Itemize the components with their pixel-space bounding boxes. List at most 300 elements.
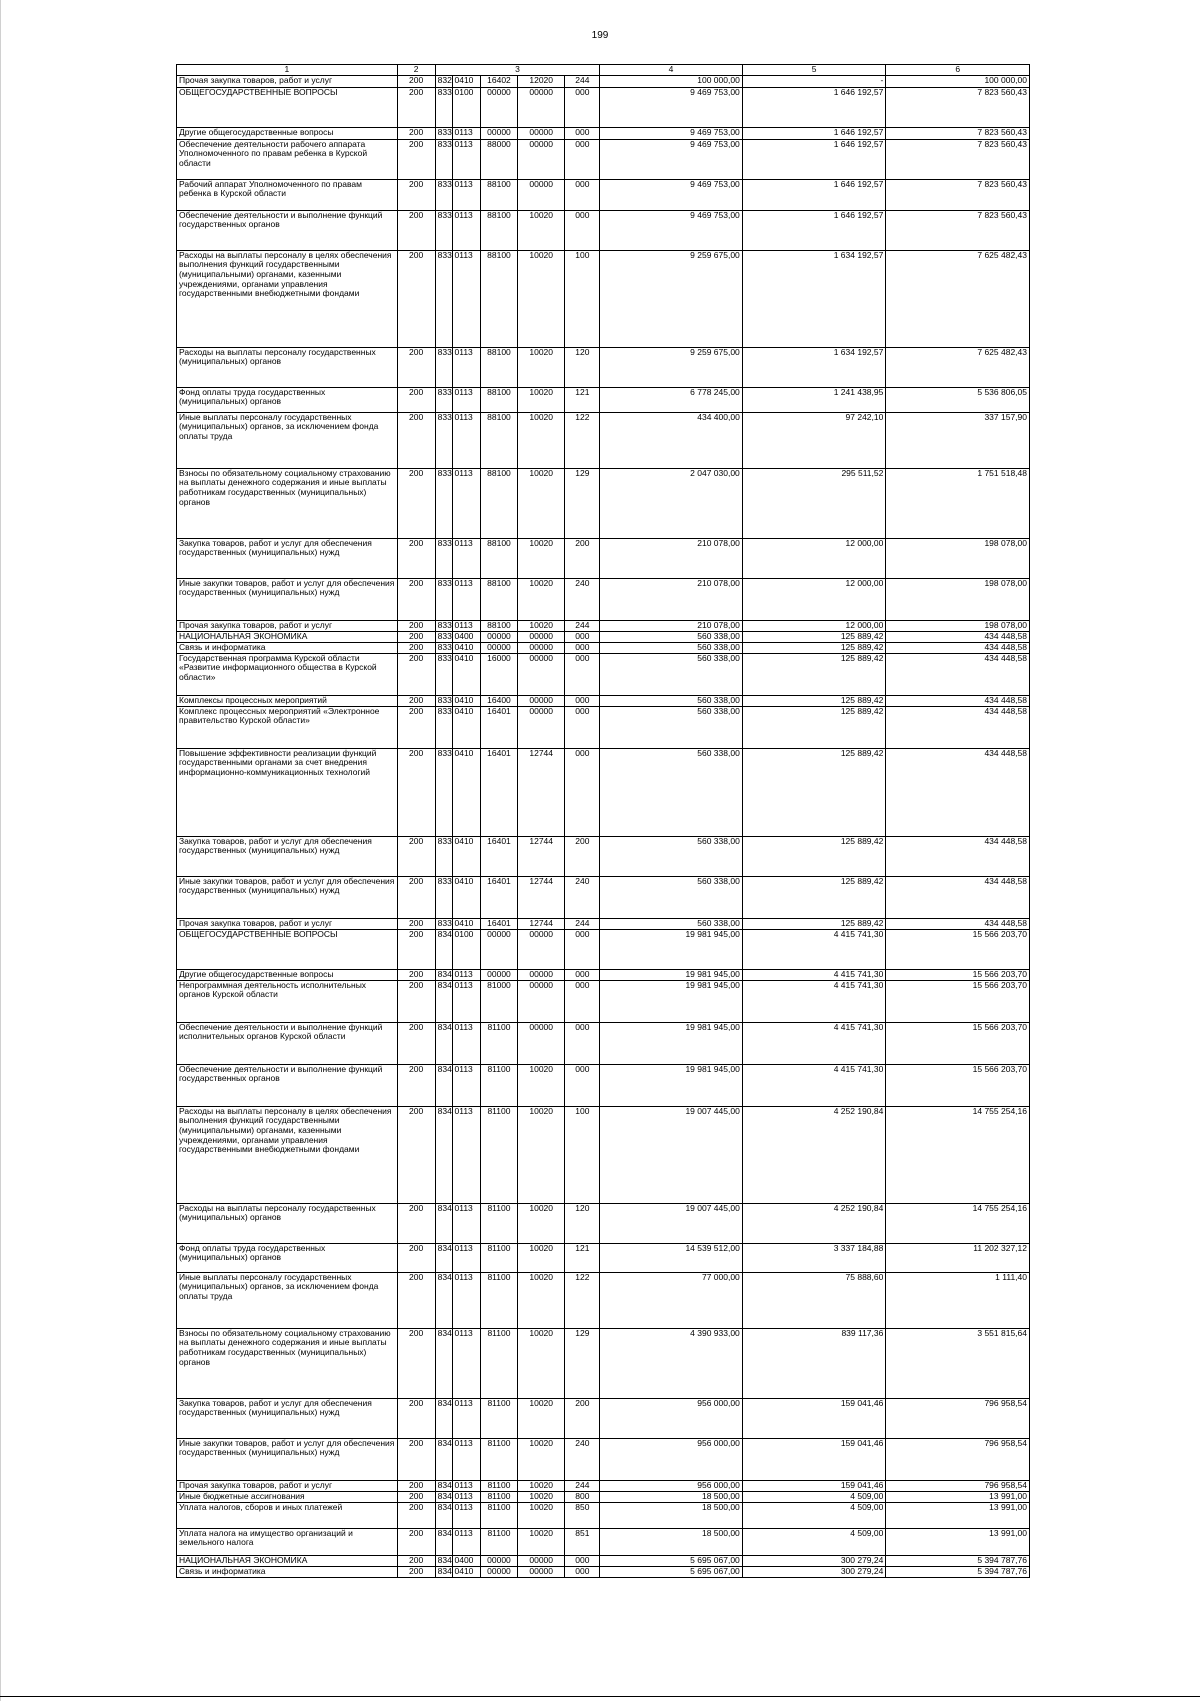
row-dir: 10020	[517, 620, 565, 631]
table-row	[177, 468, 1030, 538]
row-cs: 81100	[481, 1528, 518, 1555]
row-dir: 10020	[517, 1203, 565, 1243]
row-cs: 81100	[481, 1398, 518, 1438]
row-code-2: 200	[397, 631, 435, 642]
row-rz: 0113	[452, 1064, 481, 1106]
row-amount-5: 1 646 192,57	[742, 179, 886, 210]
row-dir: 10020	[517, 250, 565, 347]
row-dir: 00000	[517, 1555, 565, 1566]
row-gr: 834	[435, 1491, 452, 1502]
row-code-2: 200	[397, 139, 435, 179]
row-amount-5: 4 252 190,84	[742, 1106, 886, 1203]
row-dir: 10020	[517, 538, 565, 578]
row-cs: 88100	[481, 468, 518, 538]
row-cs: 81000	[481, 980, 518, 1022]
row-vr: 100	[565, 1106, 600, 1203]
row-gr: 833	[435, 87, 452, 127]
row-amount-6: 434 448,58	[886, 706, 1030, 748]
row-amount-4: 19 981 945,00	[600, 969, 743, 980]
row-gr: 834	[435, 1328, 452, 1398]
row-cs: 00000	[481, 969, 518, 980]
row-amount-4: 19 007 445,00	[600, 1203, 743, 1243]
row-amount-5: 4 415 741,30	[742, 1064, 886, 1106]
row-amount-6: 337 157,90	[886, 412, 1030, 468]
row-cs: 88100	[481, 250, 518, 347]
row-dir: 10020	[517, 210, 565, 250]
scan-edge	[0, 0, 1, 1701]
row-code-2: 200	[397, 1328, 435, 1398]
row-dir: 10020	[517, 1398, 565, 1438]
row-rz: 0100	[452, 929, 481, 969]
row-vr: 000	[565, 969, 600, 980]
row-name: Обеспечение деятельности рабочего аппарата Уполномоченного по правам ребенка в Курской области	[177, 139, 398, 179]
row-name: Расходы на выплаты персоналу государственных (муниципальных) органов	[177, 347, 398, 387]
row-amount-6: 434 448,58	[886, 748, 1030, 836]
row-name: ОБЩЕГОСУДАРСТВЕННЫЕ ВОПРОСЫ	[177, 929, 398, 969]
row-gr: 833	[435, 918, 452, 929]
row-cs: 16402	[481, 75, 518, 87]
row-vr: 000	[565, 1022, 600, 1064]
row-vr: 000	[565, 210, 600, 250]
row-amount-6: 796 958,54	[886, 1480, 1030, 1491]
col-header-6: 6	[886, 65, 1030, 76]
row-gr: 833	[435, 642, 452, 653]
table-row	[177, 1438, 1030, 1480]
row-amount-4: 210 078,00	[600, 578, 743, 620]
row-code-2: 200	[397, 706, 435, 748]
row-gr: 833	[435, 653, 452, 695]
row-dir: 00000	[517, 980, 565, 1022]
row-dir: 00000	[517, 706, 565, 748]
row-amount-5: 159 041,46	[742, 1398, 886, 1438]
row-amount-5: 125 889,42	[742, 748, 886, 836]
row-code-2: 200	[397, 980, 435, 1022]
row-amount-6: 434 448,58	[886, 642, 1030, 653]
row-code-2: 200	[397, 1491, 435, 1502]
row-name: Фонд оплаты труда государственных (муниципальных) органов	[177, 387, 398, 412]
row-vr: 000	[565, 1555, 600, 1566]
row-amount-6: 796 958,54	[886, 1438, 1030, 1480]
row-gr: 833	[435, 836, 452, 876]
row-amount-4: 210 078,00	[600, 538, 743, 578]
row-amount-4: 19 981 945,00	[600, 1064, 743, 1106]
row-vr: 244	[565, 1480, 600, 1491]
row-vr: 129	[565, 468, 600, 538]
row-code-2: 200	[397, 412, 435, 468]
row-amount-4: 560 338,00	[600, 706, 743, 748]
row-gr: 834	[435, 1438, 452, 1480]
row-rz: 0410	[452, 642, 481, 653]
row-name: Иные выплаты персоналу государственных (муниципальных) органов, за исключением фонда оплаты труда	[177, 412, 398, 468]
row-amount-4: 19 981 945,00	[600, 980, 743, 1022]
row-rz: 0113	[452, 538, 481, 578]
row-code-2: 200	[397, 620, 435, 631]
row-amount-6: 100 000,00	[886, 75, 1030, 87]
row-rz: 0410	[452, 75, 481, 87]
table-row	[177, 695, 1030, 706]
row-code-2: 200	[397, 929, 435, 969]
row-gr: 833	[435, 387, 452, 412]
row-rz: 0113	[452, 1528, 481, 1555]
row-cs: 00000	[481, 929, 518, 969]
row-amount-4: 14 539 512,00	[600, 1243, 743, 1272]
row-amount-4: 18 500,00	[600, 1502, 743, 1528]
row-cs: 81100	[481, 1203, 518, 1243]
row-dir: 12744	[517, 876, 565, 918]
row-gr: 834	[435, 1272, 452, 1328]
table-row	[177, 538, 1030, 578]
table-row	[177, 969, 1030, 980]
table-row	[177, 876, 1030, 918]
row-name: Иные бюджетные ассигнования	[177, 1491, 398, 1502]
row-amount-6: 434 448,58	[886, 876, 1030, 918]
table-row	[177, 1272, 1030, 1328]
row-amount-5: 125 889,42	[742, 918, 886, 929]
row-amount-5: 125 889,42	[742, 876, 886, 918]
row-vr: 851	[565, 1528, 600, 1555]
row-rz: 0113	[452, 980, 481, 1022]
row-rz: 0113	[452, 412, 481, 468]
row-cs: 16400	[481, 695, 518, 706]
row-amount-6: 13 991,00	[886, 1502, 1030, 1528]
row-gr: 834	[435, 1502, 452, 1528]
row-amount-5: -	[742, 75, 886, 87]
row-amount-6: 1 111,40	[886, 1272, 1030, 1328]
row-rz: 0410	[452, 748, 481, 836]
row-cs: 81100	[481, 1272, 518, 1328]
row-gr: 833	[435, 578, 452, 620]
table-row	[177, 1328, 1030, 1398]
row-amount-5: 1 646 192,57	[742, 127, 886, 139]
row-gr: 834	[435, 1566, 452, 1577]
row-amount-4: 956 000,00	[600, 1480, 743, 1491]
row-rz: 0113	[452, 969, 481, 980]
row-name: Повышение эффективности реализации функций государственными органами за счет внедрения информационно-коммуникационных технологий	[177, 748, 398, 836]
table-row	[177, 578, 1030, 620]
row-gr: 833	[435, 876, 452, 918]
row-rz: 0400	[452, 631, 481, 642]
row-amount-5: 4 509,00	[742, 1491, 886, 1502]
row-amount-5: 4 509,00	[742, 1528, 886, 1555]
row-rz: 0113	[452, 1438, 481, 1480]
row-amount-6: 7 823 560,43	[886, 139, 1030, 179]
row-amount-5: 839 117,36	[742, 1328, 886, 1398]
row-amount-6: 7 823 560,43	[886, 179, 1030, 210]
row-vr: 000	[565, 179, 600, 210]
row-dir: 10020	[517, 578, 565, 620]
row-name: Прочая закупка товаров, работ и услуг	[177, 75, 398, 87]
row-vr: 000	[565, 980, 600, 1022]
table-row	[177, 347, 1030, 387]
row-amount-5: 4 509,00	[742, 1502, 886, 1528]
row-rz: 0400	[452, 1555, 481, 1566]
row-gr: 833	[435, 179, 452, 210]
row-name: Прочая закупка товаров, работ и услуг	[177, 918, 398, 929]
row-gr: 834	[435, 1555, 452, 1566]
row-amount-6: 1 751 518,48	[886, 468, 1030, 538]
row-gr: 833	[435, 250, 452, 347]
table-row	[177, 1022, 1030, 1064]
row-amount-6: 15 566 203,70	[886, 980, 1030, 1022]
row-name: Расходы на выплаты персоналу государственных (муниципальных) органов	[177, 1203, 398, 1243]
col-header-5: 5	[742, 65, 886, 76]
row-dir: 00000	[517, 87, 565, 127]
row-rz: 0113	[452, 127, 481, 139]
row-amount-4: 560 338,00	[600, 642, 743, 653]
row-name: Связь и информатика	[177, 642, 398, 653]
row-amount-6: 15 566 203,70	[886, 969, 1030, 980]
row-dir: 12020	[517, 75, 565, 87]
table-row	[177, 653, 1030, 695]
row-amount-6: 434 448,58	[886, 653, 1030, 695]
row-amount-5: 75 888,60	[742, 1272, 886, 1328]
row-amount-5: 295 511,52	[742, 468, 886, 538]
row-vr: 240	[565, 578, 600, 620]
row-dir: 00000	[517, 642, 565, 653]
row-code-2: 200	[397, 538, 435, 578]
row-vr: 000	[565, 929, 600, 969]
row-vr: 200	[565, 1398, 600, 1438]
table-row	[177, 918, 1030, 929]
row-name: Связь и информатика	[177, 1566, 398, 1577]
row-amount-6: 434 448,58	[886, 695, 1030, 706]
row-dir: 00000	[517, 1022, 565, 1064]
row-name: Взносы по обязательному социальному страхованию на выплаты денежного содержания и иные выплаты работникам государственных (муниципальных) органов	[177, 1328, 398, 1398]
row-amount-4: 19 007 445,00	[600, 1106, 743, 1203]
row-cs: 16401	[481, 918, 518, 929]
row-amount-4: 560 338,00	[600, 631, 743, 642]
row-gr: 833	[435, 127, 452, 139]
row-vr: 120	[565, 1203, 600, 1243]
row-code-2: 200	[397, 1022, 435, 1064]
row-gr: 833	[435, 347, 452, 387]
row-code-2: 200	[397, 653, 435, 695]
row-gr: 833	[435, 210, 452, 250]
table-row	[177, 620, 1030, 631]
row-vr: 000	[565, 1064, 600, 1106]
row-dir: 00000	[517, 179, 565, 210]
row-cs: 00000	[481, 1566, 518, 1577]
row-cs: 88000	[481, 139, 518, 179]
row-name: НАЦИОНАЛЬНАЯ ЭКОНОМИКА	[177, 631, 398, 642]
row-rz: 0410	[452, 836, 481, 876]
row-vr: 000	[565, 642, 600, 653]
row-amount-6: 11 202 327,12	[886, 1243, 1030, 1272]
row-amount-5: 125 889,42	[742, 631, 886, 642]
row-name: Уплата налога на имущество организаций и земельного налога	[177, 1528, 398, 1555]
row-amount-5: 3 337 184,88	[742, 1243, 886, 1272]
row-name: Фонд оплаты труда государственных (муниципальных) органов	[177, 1243, 398, 1272]
row-rz: 0113	[452, 1398, 481, 1438]
row-vr: 000	[565, 748, 600, 836]
row-code-2: 200	[397, 1438, 435, 1480]
row-amount-4: 560 338,00	[600, 653, 743, 695]
row-rz: 0113	[452, 1480, 481, 1491]
row-amount-5: 12 000,00	[742, 578, 886, 620]
row-vr: 200	[565, 836, 600, 876]
row-cs: 88100	[481, 412, 518, 468]
row-code-2: 200	[397, 387, 435, 412]
row-vr: 000	[565, 1566, 600, 1577]
row-cs: 88100	[481, 387, 518, 412]
table-row	[177, 139, 1030, 179]
row-rz: 0410	[452, 876, 481, 918]
col-header-4: 4	[600, 65, 743, 76]
row-amount-6: 15 566 203,70	[886, 1022, 1030, 1064]
row-amount-5: 300 279,24	[742, 1555, 886, 1566]
table-row	[177, 412, 1030, 468]
row-amount-4: 9 259 675,00	[600, 250, 743, 347]
row-cs: 88100	[481, 210, 518, 250]
row-code-2: 200	[397, 1555, 435, 1566]
row-rz: 0113	[452, 1491, 481, 1502]
row-cs: 81100	[481, 1022, 518, 1064]
row-name: ОБЩЕГОСУДАРСТВЕННЫЕ ВОПРОСЫ	[177, 87, 398, 127]
row-rz: 0113	[452, 1203, 481, 1243]
row-vr: 122	[565, 1272, 600, 1328]
row-gr: 834	[435, 1480, 452, 1491]
row-amount-5: 4 415 741,30	[742, 1022, 886, 1064]
row-amount-6: 5 394 787,76	[886, 1566, 1030, 1577]
row-name: Обеспечение деятельности и выполнение функций государственных органов	[177, 1064, 398, 1106]
table-row	[177, 1502, 1030, 1528]
row-name: Комплекс процессных мероприятий «Электронное правительство Курской области»	[177, 706, 398, 748]
row-cs: 16000	[481, 653, 518, 695]
row-amount-5: 1 241 438,95	[742, 387, 886, 412]
table-row	[177, 387, 1030, 412]
row-cs: 81100	[481, 1064, 518, 1106]
row-name: Другие общегосударственные вопросы	[177, 969, 398, 980]
row-amount-6: 14 755 254,16	[886, 1203, 1030, 1243]
row-amount-5: 300 279,24	[742, 1566, 886, 1577]
table-row	[177, 250, 1030, 347]
row-cs: 88100	[481, 620, 518, 631]
row-name: Закупка товаров, работ и услуг для обеспечения государственных (муниципальных) нужд	[177, 836, 398, 876]
table-row	[177, 748, 1030, 836]
row-dir: 10020	[517, 347, 565, 387]
row-amount-4: 9 469 753,00	[600, 87, 743, 127]
row-cs: 00000	[481, 87, 518, 127]
row-gr: 834	[435, 1528, 452, 1555]
row-dir: 00000	[517, 139, 565, 179]
row-dir: 12744	[517, 748, 565, 836]
row-amount-4: 5 695 067,00	[600, 1566, 743, 1577]
row-amount-5: 97 242,10	[742, 412, 886, 468]
table-row	[177, 631, 1030, 642]
row-vr: 000	[565, 695, 600, 706]
row-amount-4: 434 400,00	[600, 412, 743, 468]
row-vr: 000	[565, 139, 600, 179]
table-row	[177, 980, 1030, 1022]
row-code-2: 200	[397, 876, 435, 918]
row-rz: 0113	[452, 387, 481, 412]
row-gr: 833	[435, 695, 452, 706]
row-amount-4: 6 778 245,00	[600, 387, 743, 412]
table-row	[177, 1064, 1030, 1106]
table-row	[177, 210, 1030, 250]
row-gr: 834	[435, 1064, 452, 1106]
row-amount-6: 7 625 482,43	[886, 250, 1030, 347]
row-gr: 833	[435, 748, 452, 836]
row-cs: 81100	[481, 1491, 518, 1502]
row-vr: 000	[565, 127, 600, 139]
row-rz: 0113	[452, 1502, 481, 1528]
row-amount-6: 5 536 806,05	[886, 387, 1030, 412]
row-gr: 833	[435, 139, 452, 179]
row-amount-4: 19 981 945,00	[600, 1022, 743, 1064]
table-row	[177, 179, 1030, 210]
row-gr: 834	[435, 1398, 452, 1438]
row-vr: 800	[565, 1491, 600, 1502]
row-code-2: 200	[397, 75, 435, 87]
row-name: Другие общегосударственные вопросы	[177, 127, 398, 139]
row-amount-5: 1 646 192,57	[742, 87, 886, 127]
row-cs: 00000	[481, 642, 518, 653]
row-amount-4: 77 000,00	[600, 1272, 743, 1328]
row-amount-5: 4 252 190,84	[742, 1203, 886, 1243]
row-amount-4: 560 338,00	[600, 836, 743, 876]
row-vr: 129	[565, 1328, 600, 1398]
row-name: Расходы на выплаты персоналу в целях обеспечения выполнения функций государственными (муниципальными) органами, казенными учреждениями, органами управления государственными внебюджетными фондами	[177, 1106, 398, 1203]
table-row	[177, 1398, 1030, 1438]
row-gr: 834	[435, 1203, 452, 1243]
row-dir: 10020	[517, 1502, 565, 1528]
row-code-2: 200	[397, 642, 435, 653]
row-code-2: 200	[397, 87, 435, 127]
row-gr: 834	[435, 1106, 452, 1203]
row-name: Взносы по обязательному социальному страхованию на выплаты денежного содержания и иные выплаты работникам государственных (муниципальных) органов	[177, 468, 398, 538]
col-header-3: 3	[435, 65, 600, 76]
row-dir: 00000	[517, 631, 565, 642]
row-name: Закупка товаров, работ и услуг для обеспечения государственных (муниципальных) нужд	[177, 538, 398, 578]
table-row	[177, 1528, 1030, 1555]
row-amount-4: 5 695 067,00	[600, 1555, 743, 1566]
row-amount-6: 13 991,00	[886, 1528, 1030, 1555]
row-code-2: 200	[397, 695, 435, 706]
row-cs: 81100	[481, 1438, 518, 1480]
row-amount-5: 125 889,42	[742, 695, 886, 706]
row-amount-5: 125 889,42	[742, 653, 886, 695]
row-code-2: 200	[397, 1398, 435, 1438]
row-name: Государственная программа Курской области «Развитие информационного общества в Курской области»	[177, 653, 398, 695]
row-amount-5: 1 646 192,57	[742, 139, 886, 179]
row-rz: 0113	[452, 1243, 481, 1272]
row-vr: 122	[565, 412, 600, 468]
row-code-2: 200	[397, 1064, 435, 1106]
row-rz: 0113	[452, 1022, 481, 1064]
row-cs: 81100	[481, 1106, 518, 1203]
col-header-2: 2	[397, 65, 435, 76]
row-gr: 833	[435, 631, 452, 642]
row-amount-6: 14 755 254,16	[886, 1106, 1030, 1203]
row-cs: 88100	[481, 538, 518, 578]
row-dir: 10020	[517, 1064, 565, 1106]
row-rz: 0113	[452, 250, 481, 347]
row-amount-4: 9 469 753,00	[600, 210, 743, 250]
row-dir: 10020	[517, 1243, 565, 1272]
row-name: НАЦИОНАЛЬНАЯ ЭКОНОМИКА	[177, 1555, 398, 1566]
row-code-2: 200	[397, 468, 435, 538]
row-name: Уплата налогов, сборов и иных платежей	[177, 1502, 398, 1528]
row-name: Иные закупки товаров, работ и услуг для обеспечения государственных (муниципальных) нужд	[177, 578, 398, 620]
row-amount-5: 159 041,46	[742, 1480, 886, 1491]
row-amount-4: 100 000,00	[600, 75, 743, 87]
row-rz: 0113	[452, 1106, 481, 1203]
row-name: Рабочий аппарат Уполномоченного по правам ребенка в Курской области	[177, 179, 398, 210]
row-amount-5: 12 000,00	[742, 538, 886, 578]
row-cs: 00000	[481, 631, 518, 642]
row-name: Прочая закупка товаров, работ и услуг	[177, 1480, 398, 1491]
